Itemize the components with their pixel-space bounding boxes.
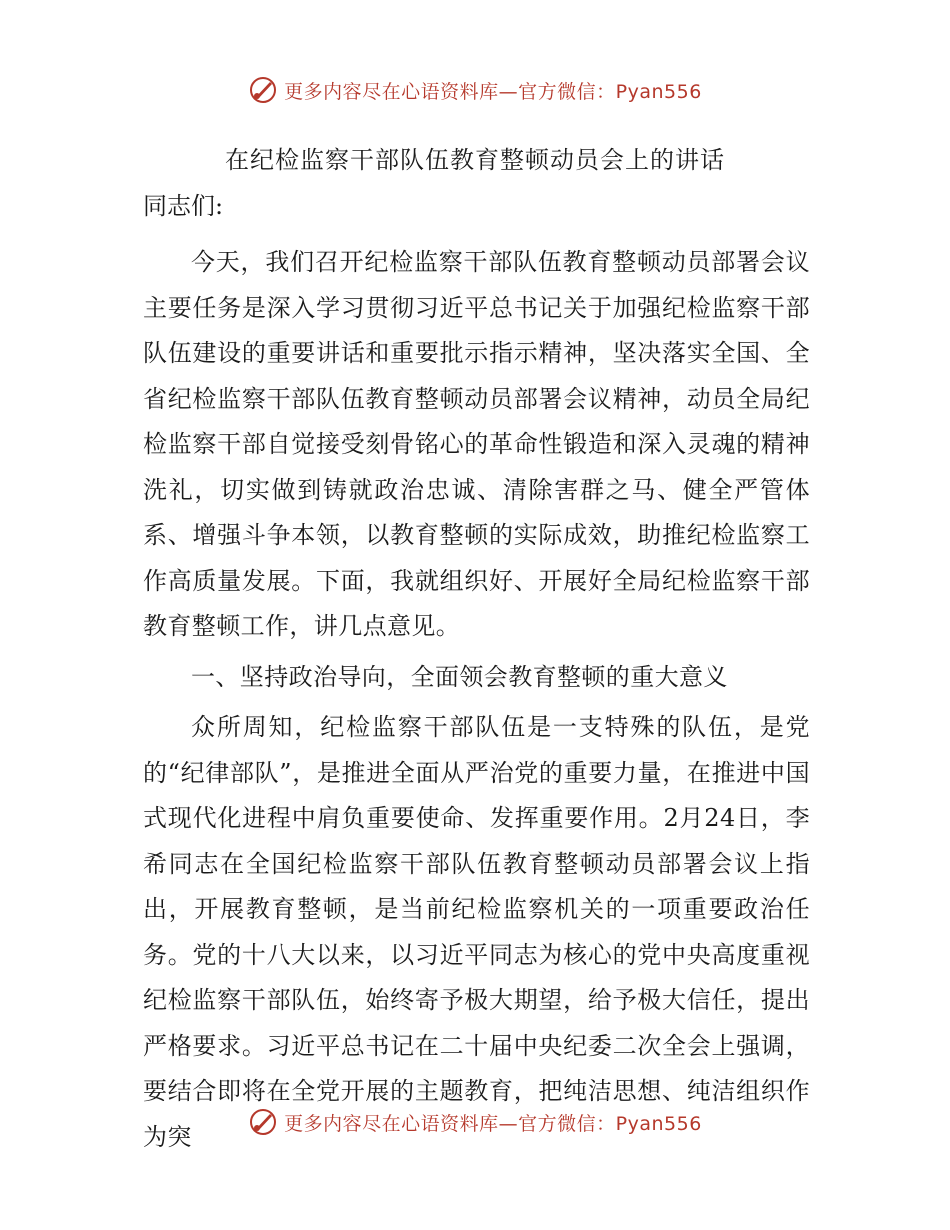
section-heading: 一、坚持政治导向，全面领会教育整顿的重大意义	[191, 662, 728, 691]
paragraph: 众所周知，纪检监察干部队伍是一支特殊的队伍，是党的“纪律部队”，是推进全面从严治党的重要力量，在推进中国式现代化进程中肩负重要使命、发挥重要作用。2月24日，李希同志在全国纪检监察干部队伍教育整顿动员部署会议上指出，开展教育整顿，是当前纪检监察机关的一项重要政治任务。党的十八大以来，以习近平同志为核心的党中央高度重视纪检监察干部队伍，始终寄予极大期望，给予极大信任，提出严格要求。习近平总书记在二十届中央纪委二次全会上强调，要结合即将在全党开展的主题教育，把纯洁思想、纯洁组织作为突	[143, 713, 810, 1151]
quill-logo-icon	[248, 1107, 278, 1137]
document-body	[143, 240, 810, 1165]
footer-banner	[0, 1102, 950, 1142]
document-title: 在纪检监察干部队伍教育整顿动员会上的讲话	[225, 146, 725, 174]
salutation: 同志们:	[143, 192, 224, 220]
header-banner	[0, 70, 950, 110]
quill-logo-icon	[248, 75, 278, 105]
banner-text: 更多内容尽在心语资料库—官方微信：Pyan556	[284, 1112, 702, 1135]
paragraph: 今天，我们召开纪检监察干部队伍教育整顿动员部署会议主要任务是深入学习贯彻习近平总书记关于加强纪检监察干部队伍建设的重要讲话和重要批示指示精神，坚决落实全国、全省纪检监察干部队伍教育整顿动员部署会议精神，动员全局纪检监察干部自觉接受刻骨铭心的革命性锻造和深入灵魂的精神洗礼，切实做到铸就政治忠诚、清除害群之马、健全严管体系、增强斗争本领，以教育整顿的实际成效，助推纪检监察工作高质量发展。下面，我就组织好、开展好全局纪检监察干部教育整顿工作，讲几点意见。	[143, 248, 810, 640]
banner-text: 更多内容尽在心语资料库—官方微信：Pyan556	[284, 80, 702, 103]
